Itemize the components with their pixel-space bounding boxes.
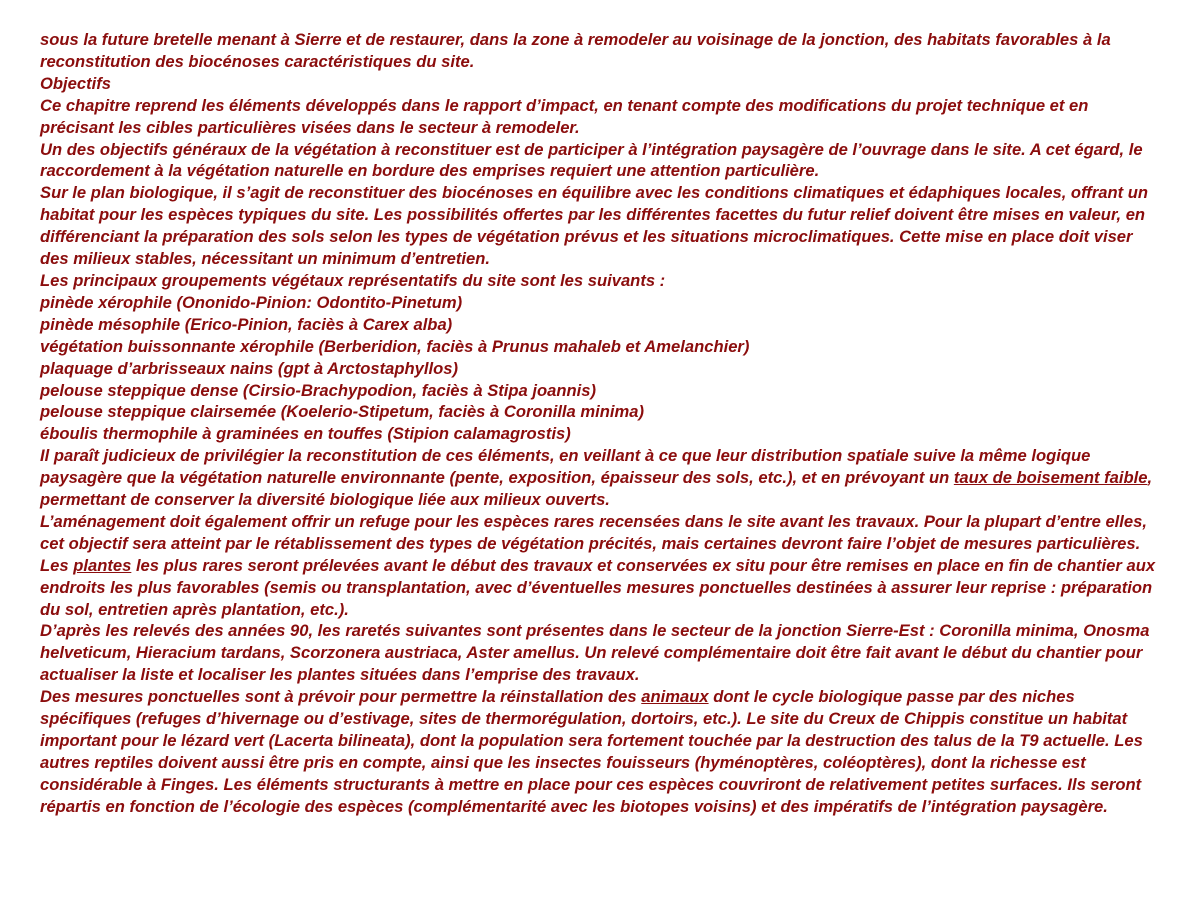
list-item-group: végétation buissonnante xérophile (Berberidion, faciès à Prunus mahaleb et Amelanchier)	[40, 336, 750, 356]
text-segment: , permettant de conserver la diversité biologique liée aux milieux ouverts.	[40, 468, 1153, 510]
paragraph-general-objectives: Un des objectifs généraux de la végétation à reconstituer est de participer à l’intégration paysagère de l’ouvrage dans le site. A cet égard, le raccordement à la végétation naturelle en bordure des emprises requiert une attention particulière.	[40, 139, 1143, 181]
section-heading: Objectifs	[40, 73, 112, 93]
paragraph-chapter: Ce chapitre reprend les éléments développés dans le rapport d’impact, en tenant compte des modifications du projet technique et en précisant les cibles particulières visées dans le secteur à remodeler.	[40, 95, 1089, 137]
paragraph-animals	[40, 686, 1160, 817]
paragraph-rarities: D’après les relevés des années 90, les raretés suivantes sont présentes dans le secteur de la jonction Sierre-Est : Coronilla minima, Onosma helveticum, Hieracium tardans, Scorzonera austriaca, Aster amellus. Un relevé complémentaire doit être fait avant le début du chantier pour actualiser la liste et localiser les plantes situées dans l’emprise des travaux.	[40, 621, 1150, 685]
list-item-group: plaquage d’arbrisseaux nains (gpt à Arctostaphyllos)	[40, 358, 459, 378]
list-item-group: pinède mésophile (Erico-Pinion, faciès à Carex alba)	[40, 314, 453, 334]
text-segment: dont le cycle biologique passe par des niches spécifiques (refuges d’hivernage ou d’estivage, sites de thermorégulation, dortoirs, etc.). Le site du Creux de Chippis constitue un habitat important pour le lézard vert (Lacerta bilineata), dont la population sera fortement touchée par la destruction des talus de la T9 actuelle. Les autres reptiles doivent aussi être pris en compte, ainsi que les insectes fouisseurs (hyménoptères, coléoptères), dont la richesse est considérable à Finges. Les éléments structurants à mettre en place pour ces espèces couvriront de relativement petites surfaces. Ils seront répartis en fonction de l’écologie des espèces (complémentarité avec les biotopes voisins) et des impératifs de l’intégration paysagère.	[40, 687, 1143, 816]
paragraph-groups-intro: Les principaux groupements végétaux représentatifs du site sont les suivants :	[40, 270, 666, 290]
text-segment: les plus rares seront prélevées avant le début des travaux et conservées ex situ pour être remises en place en fin de chantier aux endroits les plus favorables (semis ou transplantation, avec d’éventuelles mesures ponctuelles destinées à assurer leur reprise : préparation du sol, entretien après plantation, etc.).	[40, 555, 1156, 619]
paragraph-intro: sous la future bretelle menant à Sierre et de restaurer, dans la zone à remodeler au voisinage de la jonction, des habitats favorables à la reconstitution des biocénoses caractéristiques du site.	[40, 30, 1111, 71]
text-segment: Il paraît judicieux de privilégier la reconstitution de ces éléments, en veillant à ce que leur distribution spatiale suive la même logique paysagère que la végétation naturelle environnante (pente, exposition, épaisseur des sols, etc.), et en prévoyant un	[40, 446, 1091, 488]
underlined-term-plants: plantes	[73, 555, 132, 575]
list-item-group: pinède xérophile (Ononido-Pinion: Odontito-Pinetum)	[40, 292, 463, 312]
document-body	[40, 29, 1160, 818]
list-item-group: pelouse steppique clairsemée (Koelerio-Stipetum, faciès à Coronilla minima)	[40, 402, 644, 422]
paragraph-biological-plan: Sur le plan biologique, il s’agit de reconstituer des biocénoses en équilibre avec les conditions climatiques et édaphiques locales, offrant un habitat pour les espèces typiques du site. Les possibilités offertes par les différentes facettes du futur relief doivent être mises en valeur, en différenciant la préparation des sols selon les types de végétation prévus et les situations microclimatiques. Cette mise en place doit viser des milieux stables, nécessitant un minimum d’entretien.	[40, 183, 1149, 269]
underlined-term-afforestation: taux de boisement faible	[953, 468, 1148, 488]
paragraph-reconstitution	[40, 445, 1160, 511]
list-item-group: pelouse steppique dense (Cirsio-Brachypodion, faciès à Stipa joannis)	[40, 380, 597, 400]
paragraph-refuge: L’aménagement doit également offrir un refuge pour les espèces rares recensées dans le site avant les travaux. Pour la plupart d’entre elles, cet objectif sera atteint par le rétablissement des types de végétation précités, mais certaines devront faire l’objet de mesures particulières.	[40, 511, 1147, 553]
list-item-group: éboulis thermophile à graminées en touffes (Stipion calamagrostis)	[40, 424, 571, 444]
text-segment: Des mesures ponctuelles sont à prévoir pour permettre la réinstallation des	[40, 687, 642, 707]
text-segment: Les	[40, 555, 74, 575]
paragraph-plants	[40, 555, 1160, 621]
underlined-term-animals: animaux	[641, 687, 709, 707]
